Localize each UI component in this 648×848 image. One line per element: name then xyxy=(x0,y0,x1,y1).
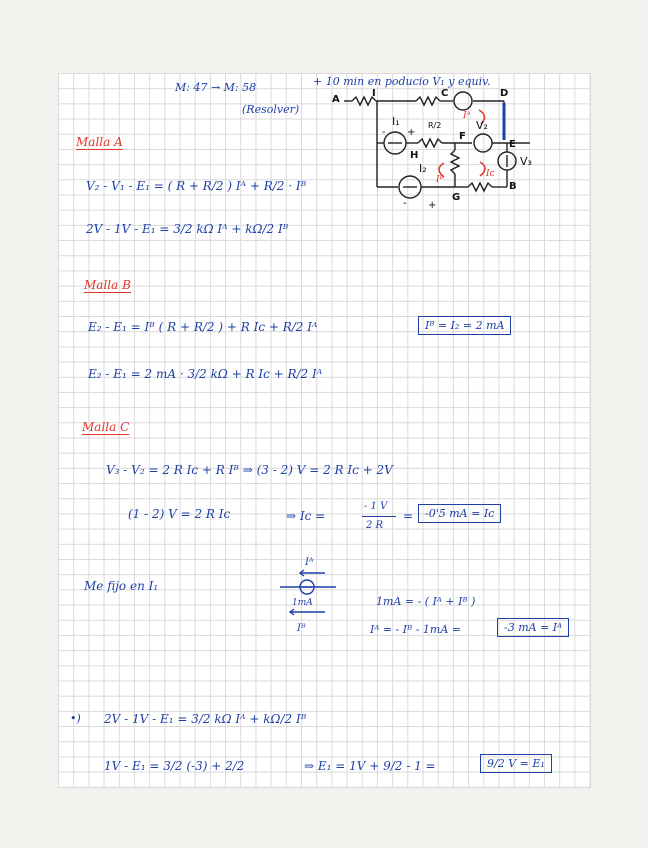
sign-minus-left: - xyxy=(382,127,386,138)
final-eq1: 2V - 1V - E₁ = 3/2 kΩ Iᴬ + kΩ/2 Iᴮ xyxy=(104,712,307,726)
node-label-a: A xyxy=(332,94,340,105)
final-eq2: 1V - E₁ = 3/2 (-3) + 2/2 xyxy=(104,759,245,773)
malla-c-eq2: (1 - 2) V = 2 R Iᴄ xyxy=(128,507,231,521)
node-label-h: H xyxy=(410,150,419,161)
node-label-g: G xyxy=(452,192,461,203)
header-note: M: 47 → M: 58 xyxy=(175,81,257,94)
sign-minus-bottom: - xyxy=(403,198,407,209)
malla-b-eq2: E₂ - E₁ = 2 mA · 3/2 kΩ + R Iᴄ + R/2 Iᴬ xyxy=(88,367,323,381)
node-label-d: D xyxy=(500,88,509,99)
malla-b-boxed: Iᴮ = I₂ = 2 mA xyxy=(418,316,511,335)
malla-c-eq2-result: ⇒ Iᴄ = xyxy=(286,509,326,523)
malla-a-eq1: V₂ - V₁ - E₁ = ( R + R/2 ) Iᴬ + R/2 · Iᴮ xyxy=(86,179,307,193)
node-label-f: F xyxy=(459,131,466,142)
sign-plus-left: + xyxy=(407,127,416,138)
node-label-c: C xyxy=(441,88,449,99)
malla-c-fraction-numerator: - 1 V xyxy=(364,501,388,512)
final-boxed: 9/2 V = E₁ xyxy=(480,754,552,773)
malla-a-eq2: 2V - 1V - E₁ = 3/2 kΩ Iᴬ + kΩ/2 Iᴮ xyxy=(86,222,289,236)
malla-b-eq1: E₂ - E₁ = Iᴮ ( R + R/2 ) + R Iᴄ + R/2 Iᴬ xyxy=(88,320,318,334)
current-label-ia: Iᴬ xyxy=(463,111,471,121)
header-resolver: (Resolver) xyxy=(242,103,300,116)
node-label-ib: Iᴮ xyxy=(297,623,306,634)
malla-c-eq1: V₃ - V₂ = 2 R Iᴄ + R Iᴮ ⇒ (3 - 2) V = 2 R Iᴄ + 2V xyxy=(106,463,393,477)
source-label-i1: I₁ xyxy=(392,115,400,128)
node-label-i: I xyxy=(372,88,376,99)
header-extra: + 10 min en poducio V₁ y equiv. xyxy=(313,75,491,88)
node-label-1ma: 1mA xyxy=(292,598,313,608)
source-label-v3: V₃ xyxy=(520,155,532,168)
resistor-label: R/2 xyxy=(428,121,442,130)
node-boxed: -3 mA = Iᴬ xyxy=(497,618,569,637)
malla-c-equals: = xyxy=(403,509,414,523)
node-text: Me fijo en I₁ xyxy=(84,579,159,593)
source-label-i2: I₂ xyxy=(419,162,427,175)
current-label-ic: Iᴄ xyxy=(486,169,495,179)
final-bullet: •) xyxy=(70,712,81,725)
node-label-b: B xyxy=(509,181,517,192)
malla-c-title: Malla C xyxy=(82,420,130,434)
node-label-e: E xyxy=(509,139,516,150)
node-eq2: Iᴬ = - Iᴮ - 1mA = xyxy=(370,623,462,636)
node-label-ia: Iᴬ xyxy=(305,557,314,568)
malla-c-boxed: -0'5 mA = Iᴄ xyxy=(418,504,501,523)
final-eq2-result: ⇒ E₁ = 1V + 9/2 - 1 = xyxy=(304,759,436,773)
malla-c-fraction-denominator: 2 R xyxy=(366,520,384,531)
current-label-ib: Iᴮ xyxy=(436,175,444,185)
sign-plus-bottom: + xyxy=(428,200,437,211)
malla-a-title: Malla A xyxy=(76,135,123,149)
source-label-v2: V₂ xyxy=(476,119,488,132)
node-eq1: 1mA = - ( Iᴬ + Iᴮ ) xyxy=(376,595,476,608)
malla-b-title: Malla B xyxy=(84,278,131,292)
